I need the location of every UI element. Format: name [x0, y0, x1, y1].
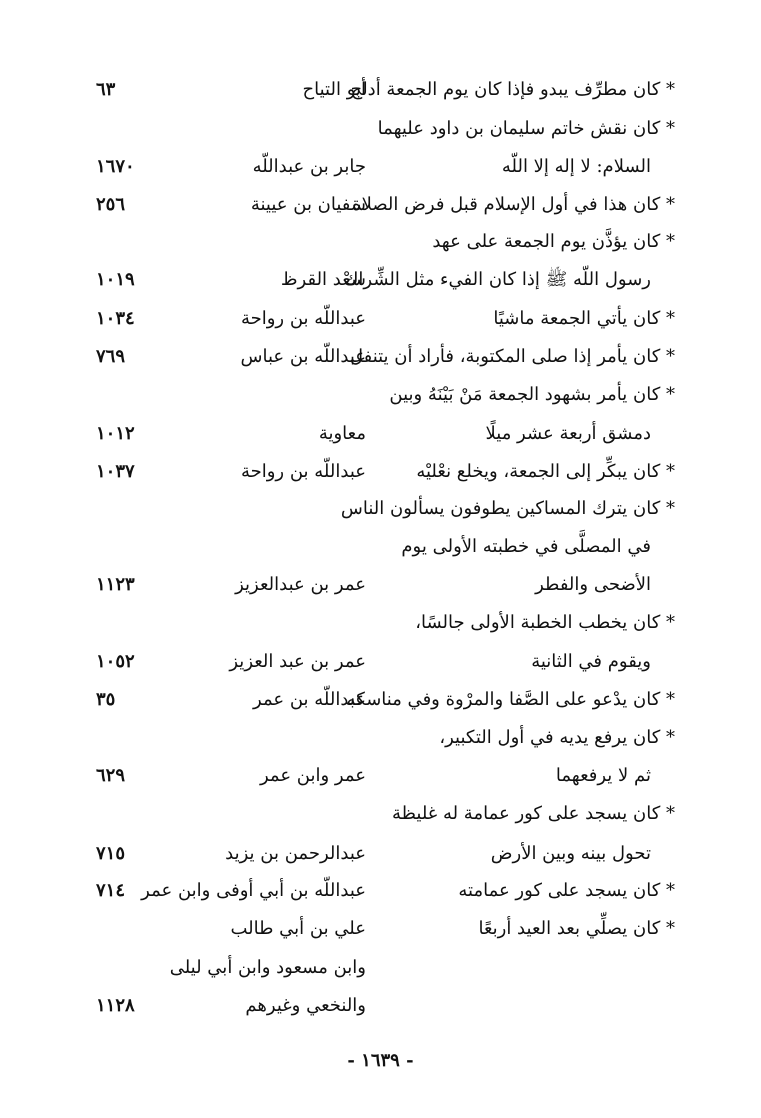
narrator: عبداللّه بن رواحة — [240, 308, 366, 329]
hadith-text: الأضحى والفطر — [535, 574, 651, 595]
narrator: عمر بن عبد العزيز — [229, 651, 366, 672]
narrator: وابن مسعود وابن أبي ليلى — [169, 957, 366, 978]
hadith-text: دمشق أربعة عشر ميلًا — [485, 423, 651, 444]
hadith-text: رسول اللّه ﷺ إذا كان الفيء مثل الشِّراك — [343, 269, 651, 290]
index-row — [0, 111, 761, 147]
hadith-text: * كان يبكِّر إلى الجمعة، ويخلع نعْليْه — [416, 461, 675, 482]
hadith-text: * كان يسجد على كور عمامة له غليظة — [392, 803, 675, 824]
hadith-text: ويقوم في الثانية — [531, 651, 651, 672]
index-row — [0, 224, 761, 260]
index-row — [0, 720, 761, 756]
hadith-text: السلام: لا إله إلا اللّه — [501, 156, 651, 177]
narrator: سعْد القرظ — [280, 269, 366, 290]
page-ref: ٦٢٩ — [96, 765, 126, 786]
narrator: عبداللّه بن رواحة — [240, 461, 366, 482]
narrator: أبو التياح — [302, 79, 366, 100]
hadith-text: * كان هذا في أول الإسلام قبل فرض الصلاة — [352, 194, 675, 215]
hadith-text: * كان يرفع يديه في أول التكبير، — [439, 727, 675, 748]
hadith-text: * كان يؤذَّن يوم الجمعة على عهد — [432, 231, 675, 252]
narrator: والنخعي وغيرهم — [245, 995, 366, 1016]
narrator: عبداللّه بن عمر — [253, 689, 366, 710]
index-row — [0, 988, 761, 1024]
index-row — [0, 644, 761, 680]
narrator: معاوية — [318, 423, 366, 444]
index-row — [0, 187, 761, 223]
hadith-text: في المصلَّى في خطبته الأولى يوم — [401, 536, 651, 557]
narrator: جابر بن عبداللّه — [252, 156, 366, 177]
narrator: عبدالرحمن بن يزيد — [225, 843, 366, 864]
index-row — [0, 911, 761, 947]
hadith-text: تحول بينه وبين الأرض — [490, 843, 651, 864]
hadith-text: * كان يصلِّي بعد العيد أربعًا — [478, 918, 675, 939]
page-ref: ١٠٥٢ — [96, 651, 135, 672]
hadith-text: * كان يسجد على كور عمامته — [458, 880, 675, 901]
narrator: عمر وابن عمر — [259, 765, 366, 786]
page-ref: ١٦٧٠ — [96, 156, 135, 177]
hadith-text: * كان يخطب الخطبة الأولى جالسًا، — [415, 612, 675, 633]
narrator: عبداللّه بن عباس — [240, 346, 366, 367]
index-row — [0, 416, 761, 452]
page-number: - ١٦٣٩ - — [347, 1050, 414, 1071]
index-row — [0, 682, 761, 718]
index-row — [0, 377, 761, 413]
page-ref: ١٠١٢ — [96, 423, 135, 444]
index-row — [0, 454, 761, 490]
hadith-text: * كان نقش خاتم سليمان بن داود عليهما — [377, 118, 675, 139]
index-row — [0, 567, 761, 603]
index-row — [0, 301, 761, 337]
index-row — [0, 796, 761, 832]
narrator: عبداللّه بن أبي أوفى وابن عمر — [141, 880, 366, 901]
hadith-text: * كان يأمر إذا صلى المكتوبة، فأراد أن يتنفل — [349, 346, 675, 367]
index-row — [0, 339, 761, 375]
hadith-text: * كان يدْعو على الصَّفا والمرْوة وفي مناسكه — [346, 689, 675, 710]
page-ref: ٧١٥ — [96, 843, 126, 864]
page-ref: ١٠٣٧ — [96, 461, 135, 482]
index-row — [0, 149, 761, 185]
page-ref: ٧٦٩ — [96, 346, 126, 367]
index-row — [0, 491, 761, 527]
index-row — [0, 72, 761, 108]
hadith-text: * كان يأمر بشهود الجمعة مَنْ بَيْنَهُ وبين — [389, 384, 675, 405]
hadith-text: * كان يأتي الجمعة ماشيًا — [493, 308, 675, 329]
hadith-text: * كان يترك المساكين يطوفون يسألون الناس — [340, 498, 675, 519]
index-row — [0, 950, 761, 986]
narrator: سفيان بن عيينة — [250, 194, 366, 215]
index-row — [0, 529, 761, 565]
page-ref: ٢٥٦ — [96, 194, 126, 215]
index-row — [0, 605, 761, 641]
index-row — [0, 758, 761, 794]
narrator: عمر بن عبدالعزيز — [235, 574, 366, 595]
hadith-text: ثم لا يرفعهما — [555, 765, 651, 786]
index-row — [0, 836, 761, 872]
index-row — [0, 873, 761, 909]
page-ref: ٧١٤ — [96, 880, 126, 901]
page-ref: ١١٢٨ — [96, 995, 135, 1016]
index-row — [0, 262, 761, 298]
page-ref: ١٠١٩ — [96, 269, 135, 290]
narrator: علي بن أبي طالب — [230, 918, 366, 939]
page-ref: ٣٥ — [96, 689, 116, 710]
hadith-text: * كان مطرِّف يبدو فإذا كان يوم الجمعة أدلج — [350, 79, 675, 100]
page-ref: ١١٢٣ — [96, 574, 135, 595]
page-ref: ١٠٣٤ — [96, 308, 135, 329]
page-ref: ٦٣ — [96, 79, 116, 100]
